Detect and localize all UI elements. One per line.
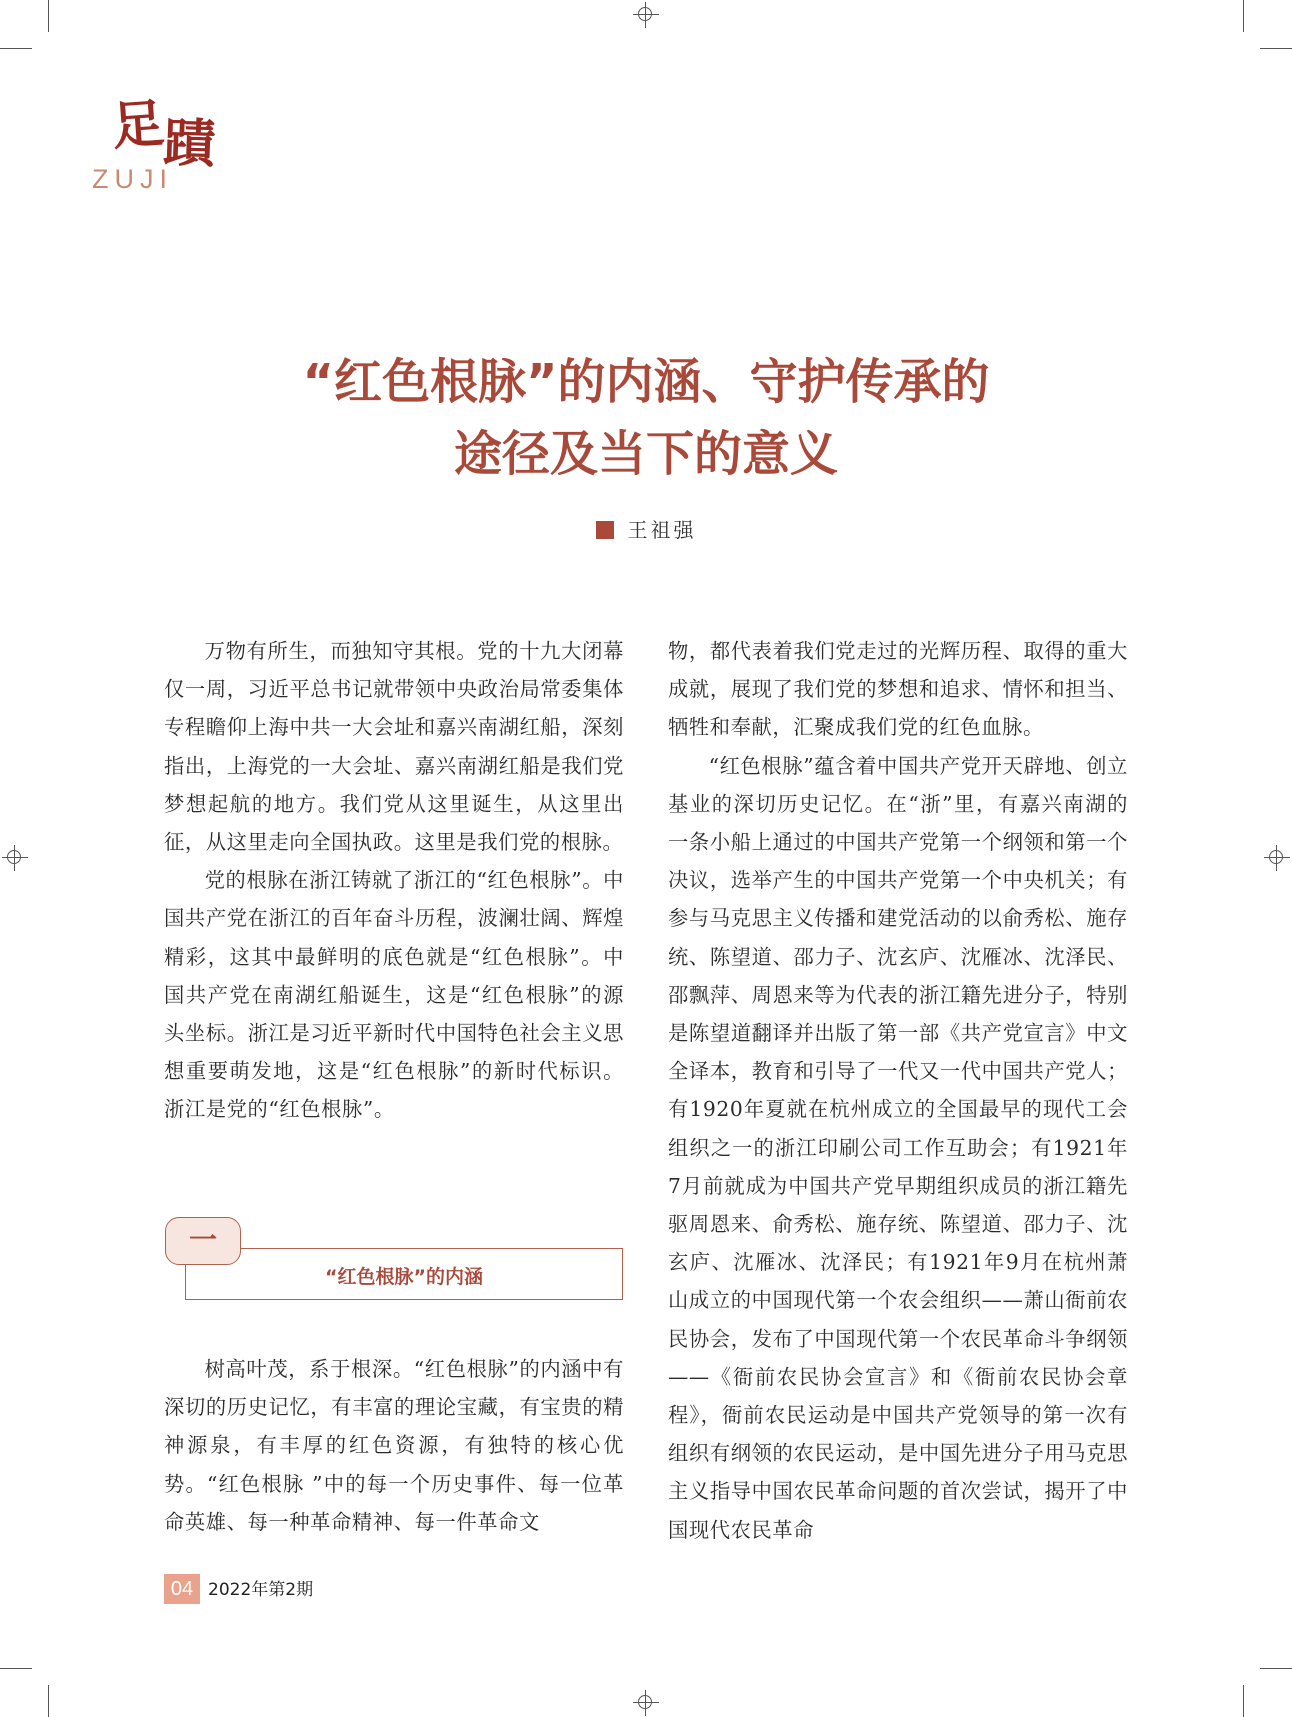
- right-column: [668, 632, 1128, 1549]
- paragraph: 树高叶茂，系于根深。“红色根脉”的内涵中有深切的历史记忆，有丰富的理论宝藏，有宝贵的精神源泉，有丰厚的红色资源，有独特的核心优势。“红色根脉 ”中的每一个历史事件、每一位革命英雄、每一种革命精神、每一件革命文: [164, 1357, 624, 1534]
- crop-mark: [1243, 1685, 1244, 1717]
- title-line-2: 途径及当下的意义: [453, 426, 838, 482]
- left-column-section: [164, 1350, 624, 1541]
- registration-mark-icon: [1264, 845, 1290, 871]
- left-column-intro: [164, 632, 624, 1129]
- crop-mark: [1260, 48, 1292, 49]
- paragraph: “红色根脉”蕴含着中国共产党开天辟地、创立基业的深切历史记忆。在“浙”里，有嘉兴南湖的一条小船上通过的中国共产党第一个纲领和第一个决议，选举产生的中国共产党第一个中央机关；有参与马克思主义传播和建党活动的以俞秀松、施存统、陈望道、邵力子、沈玄庐、沈雁冰、沈泽民、邵飘萍、周恩来等为代表的浙江籍先进分子，特别是陈望道翻译并出版了第一部《共产党宣言》中文全译本，教育和引导了一代又一代中国共产党人；有1920年夏就在杭州成立的全国最早的现代工会组织之一的浙江印刷公司工作互助会；有1921年7月前就成为中国共产党早期组织成员的浙江籍先驱周恩来、俞秀松、施存统、陈望道、邵力子、沈玄庐、沈雁冰、沈泽民；有1921年9月在杭州萧山成立的中国现代第一个农会组织——萧山衙前农民协会，发布了中国现代第一个农民革命斗争纲领——《衙前农民协会宣言》和《衙前农民协会章程》，衙前农民运动是中国共产党领导的第一次有组织有纲领的农民运动，是中国先进分子用马克思主义指导中国农民革命问题的首次尝试，揭开了中国现代农民革命: [668, 753, 1128, 1542]
- crop-mark: [1243, 0, 1244, 32]
- paragraph: 党的根脉在浙江铸就了浙江的“红色根脉”。中国共产党在浙江的百年奋斗历程，波澜壮阔、辉煌精彩，这其中最鲜明的底色就是“红色根脉”。中国共产党在南湖红船诞生，这是“红色根脉”的源头坐标。浙江是习近平新时代中国特色社会主义思想重要萌发地，这是“红色根脉”的新时代标识。浙江是党的“红色根脉”。: [164, 868, 624, 1122]
- registration-mark-icon: [2, 845, 28, 871]
- logo-char-2: 蹟: [162, 112, 215, 176]
- section-number: 一: [188, 1223, 217, 1256]
- section-number-tab: [165, 1217, 241, 1265]
- registration-mark-icon: [633, 1690, 659, 1716]
- author-square-icon: [596, 521, 614, 539]
- crop-mark: [0, 1668, 32, 1669]
- article-title: [0, 346, 1292, 490]
- registration-mark-icon: [633, 2, 659, 28]
- author-line: [0, 514, 1292, 543]
- section-title: “红色根脉”的内涵: [325, 1266, 483, 1288]
- paragraph: 万物有所生，而独知守其根。党的十九大闭幕仅一周，习近平总书记就带领中央政治局常委集体专程瞻仰上海中共一大会址和嘉兴南湖红船，深刻指出，上海党的一大会址、嘉兴南湖红船是我们党梦想起航的地方。我们党从这里诞生，从这里出征，从这里走向全国执政。这里是我们党的根脉。: [164, 639, 624, 855]
- author-name: 王祖强: [627, 518, 697, 542]
- paragraph-continued: 物，都代表着我们党走过的光辉历程、取得的重大成就，展现了我们党的梦想和追求、情怀和担当、牺牲和奉献，汇聚成我们党的红色血脉。: [668, 639, 1128, 740]
- crop-mark: [48, 0, 49, 32]
- page-number: 04: [164, 1574, 200, 1604]
- column-logo-latin: ZUJI: [92, 164, 173, 194]
- logo-char-1: 足: [109, 93, 165, 158]
- crop-mark: [1260, 1668, 1292, 1669]
- crop-mark: [48, 1685, 49, 1717]
- crop-mark: [0, 48, 32, 49]
- title-line-1: “红色根脉”的内涵、守护传承的: [302, 354, 990, 410]
- issue-label: 2022年第2期: [208, 1580, 314, 1600]
- column-logo: [109, 93, 215, 176]
